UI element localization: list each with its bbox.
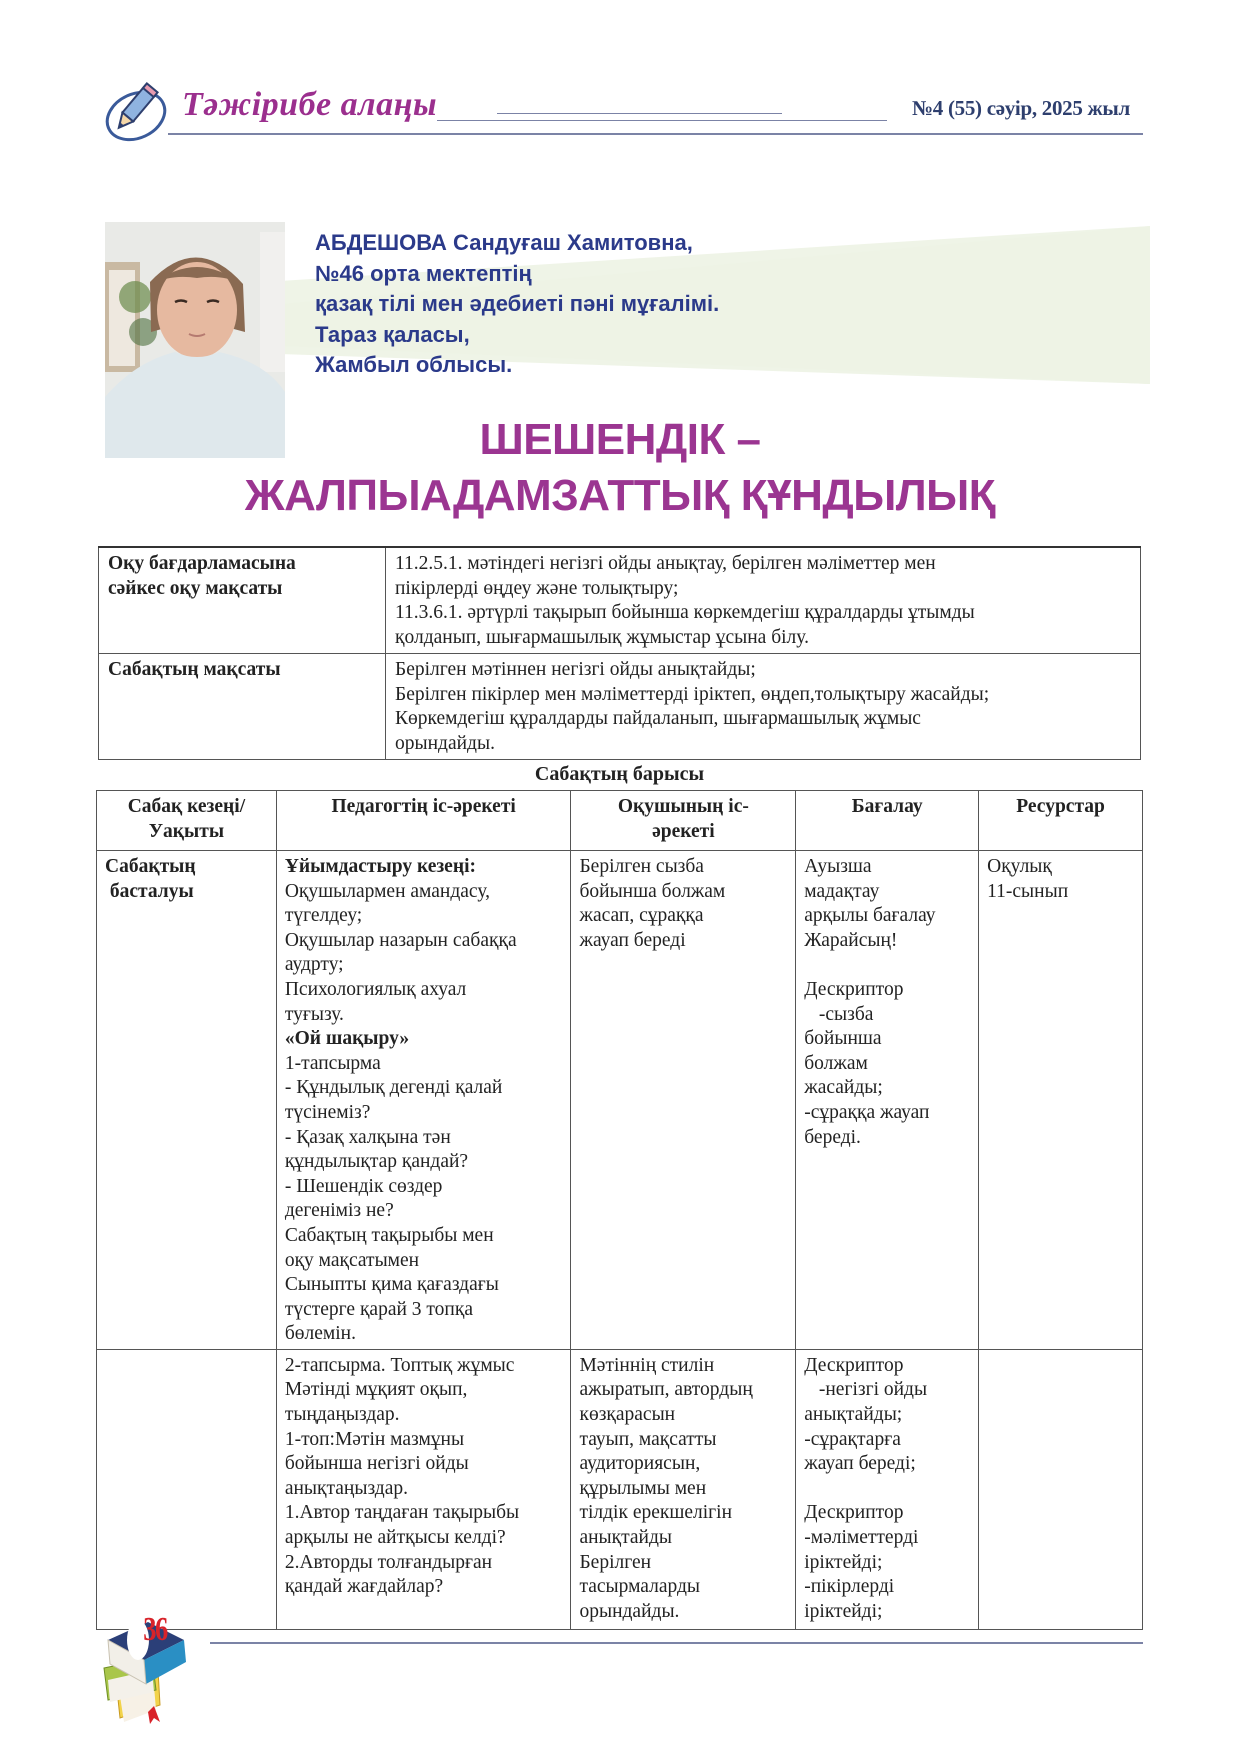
cell-line: түгелдеу; — [284, 905, 363, 927]
column-header-teacher — [276, 791, 571, 851]
table-row — [97, 851, 1143, 1350]
table-row — [99, 654, 1141, 760]
header-line: Ресурстар — [1016, 796, 1105, 817]
cell-line: тасырмаларды — [579, 1576, 701, 1598]
cell-line: Оқулық — [987, 856, 1052, 877]
cell-line: дегеніміз не? — [284, 1200, 394, 1222]
student-activity-cell — [571, 1349, 796, 1629]
cell-line: түсінеміз? — [284, 1101, 371, 1123]
cell-line: жасайды; — [804, 1077, 883, 1099]
cell-line: Ұйымдастыру кезеңі: — [284, 856, 476, 877]
cell-line: бойынша — [804, 1028, 882, 1050]
cell-line: Оқушылармен амандасу, — [284, 880, 490, 902]
cell-line: Мәтінді мұқият оқып, — [284, 1379, 468, 1401]
cell-line: басталуы — [105, 880, 194, 902]
value-line: 11.2.5.1. мәтіндегі негізгі ойды анықтау, берілген мәліметтер мен — [395, 553, 936, 574]
header-rule — [168, 133, 1143, 135]
cell-line: іріктейді; — [804, 1551, 883, 1573]
cell-line: -сызба — [804, 1003, 874, 1025]
cell-line: көзқарасын — [579, 1404, 676, 1426]
cell-line: ажыратып, автордың — [579, 1379, 753, 1401]
resources-cell — [979, 851, 1143, 1350]
cell-line: анықтайды; — [804, 1404, 903, 1426]
cell-line: 2.Авторды толғандырған — [284, 1551, 493, 1573]
author-school: №46 орта мектептің — [315, 260, 532, 286]
value-line: 11.3.6.1. әртүрлі тақырып бойынша көркемдегіш құралдарды ұтымды — [395, 602, 975, 623]
cell-line: орындайды. — [579, 1600, 680, 1622]
assessment-cell — [796, 1349, 979, 1629]
cell-line: анықтаңыздар. — [284, 1477, 408, 1499]
cell-line: Берілген сызба — [579, 856, 704, 877]
cell-line: бойынша негізгі ойды — [284, 1453, 469, 1475]
table-header-row — [97, 791, 1143, 851]
header-rule-short — [497, 113, 782, 114]
article-title-line-1: ШЕШЕНДІК – — [479, 415, 761, 464]
cell-line: аудиториясын, — [579, 1453, 701, 1475]
cell-line: жасап, сұраққа — [579, 905, 704, 927]
cell-line: -негізгі ойды — [804, 1379, 928, 1401]
header-line: Оқушының іс- — [617, 796, 749, 817]
cell-line: - Құндылық дегенді қалай — [284, 1077, 503, 1099]
cell-line: аудрту; — [284, 954, 344, 976]
teacher-activity-cell — [276, 1349, 571, 1629]
cell-line: -сұраққа жауап — [804, 1101, 930, 1123]
cell-line: Дескриптор — [804, 978, 904, 1000]
stage-cell — [97, 1349, 277, 1629]
cell-line: Психологиялық ахуал — [284, 978, 467, 1000]
cell-line: -сұрақтарға — [804, 1428, 901, 1450]
label-line: Сабақтың мақсаты — [108, 659, 281, 680]
cell-line: туғызу. — [284, 1003, 344, 1025]
cell-line: - Қазақ халқына тән — [284, 1126, 451, 1148]
cell-line: Оқушылар назарын сабаққа — [284, 929, 517, 951]
value-line: Көркемдегіш құралдарды пайдаланып, шығармашылық жұмыс — [395, 708, 921, 729]
cell-line: 1-топ:Мәтін мазмұны — [284, 1428, 465, 1450]
article-title-line-2: ЖАЛПЫАДАМЗАТТЫҚ ҚҰНДЫЛЫҚ — [244, 471, 996, 520]
cell-line: құрылымы мен — [579, 1477, 707, 1499]
magazine-title: Тәжірибе алаңы — [182, 86, 438, 123]
cell-line: береді. — [804, 1126, 861, 1148]
cell-line: 2-тапсырма. Топтық жұмыс — [284, 1354, 515, 1376]
resources-cell — [979, 1349, 1143, 1629]
column-header-assessment — [796, 791, 979, 851]
cell-line: анықтайды — [579, 1527, 673, 1549]
cell-line: бойынша болжам — [579, 880, 726, 902]
value-line: қолданып, шығармашылық жұмыстар ұсына білу. — [395, 626, 809, 648]
cell-line: тыңдаңыздар. — [284, 1404, 400, 1426]
cell-line: Берілген — [579, 1551, 652, 1573]
author-name: АБДЕШОВА Сандуғаш Хамитовна, — [315, 230, 693, 255]
cell-line: Сыныпты қима қағаздағы — [284, 1274, 499, 1296]
header-rule-mid — [437, 120, 887, 121]
column-header-stage — [97, 791, 277, 851]
cell-line — [804, 953, 970, 978]
student-activity-cell — [571, 851, 796, 1350]
cell-line: Жарайсың! — [804, 929, 898, 951]
cell-line: жауап береді; — [804, 1453, 916, 1475]
footer-rule — [210, 1642, 1143, 1644]
objective-label — [99, 547, 386, 654]
lesson-goal-value — [386, 654, 1141, 760]
stage-cell — [97, 851, 277, 1350]
cell-line: арқылы не айтқысы келді? — [284, 1527, 506, 1549]
cell-line: жауап береді — [579, 929, 686, 951]
value-line: пікірлерді өңдеу және толықтыру; — [395, 577, 679, 599]
cell-line: «Ой шақыру» — [284, 1028, 410, 1050]
author-position: қазақ тілі мен әдебиеті пәні мұғалімі. — [315, 291, 720, 316]
table-row — [97, 1349, 1143, 1629]
header-line: Сабақ кезеңі/ — [127, 796, 246, 817]
objectives-table — [98, 546, 1141, 760]
cell-line: -мәліметтерді — [804, 1527, 919, 1549]
cell-line: түстерге қарай 3 топқа — [284, 1298, 474, 1320]
cell-line: қандай жағдайлар? — [284, 1576, 444, 1598]
cell-line: болжам — [804, 1052, 868, 1074]
page-number: 36 — [143, 1611, 167, 1648]
cell-line: оқу мақсатымен — [284, 1249, 420, 1271]
cell-line: 1-тапсырма — [284, 1052, 381, 1074]
header-line: Бағалау — [851, 796, 923, 817]
pencil-logo-icon — [100, 78, 170, 148]
cell-line: іріктейді; — [804, 1600, 883, 1622]
cell-line: 1.Автор таңдаған тақырыбы — [284, 1502, 520, 1524]
cell-line: - Шешендік сөздер — [284, 1175, 443, 1197]
column-header-resources — [979, 791, 1143, 851]
table-row — [99, 547, 1141, 654]
cell-line: Сабақтың — [105, 856, 196, 877]
cell-line: Ауызша — [804, 856, 872, 877]
cell-line: мадақтау — [804, 880, 880, 902]
author-info — [315, 228, 719, 381]
lesson-flow-caption: Сабақтың барысы — [534, 763, 705, 785]
column-header-student — [571, 791, 796, 851]
lesson-goal-label — [99, 654, 386, 760]
cell-line — [804, 1477, 970, 1502]
cell-line: құндылықтар қандай? — [284, 1151, 469, 1173]
cell-line: Дескриптор — [804, 1354, 904, 1376]
assessment-cell — [796, 851, 979, 1350]
issue-number: №4 (55) сәуір, 2025 жыл — [912, 96, 1130, 120]
cell-line: тілдік ерекшелігін — [579, 1502, 733, 1524]
label-line: Оқу бағдарламасына — [108, 553, 296, 574]
cell-line: тауып, мақсатты — [579, 1428, 717, 1450]
author-city: Тараз қаласы, — [315, 321, 470, 347]
author-region: Жамбыл облысы. — [315, 352, 513, 377]
cell-line: арқылы бағалау — [804, 905, 936, 927]
teacher-activity-cell — [276, 851, 571, 1350]
cell-line: -пікірлерді — [804, 1576, 895, 1598]
cell-line: Сабақтың тақырыбы мен — [284, 1224, 494, 1246]
article-title — [100, 412, 1140, 524]
header-line: Педагогтің іс-әрекеті — [331, 796, 516, 817]
cell-line: бөлемін. — [284, 1323, 356, 1345]
header-line: Уақыты — [148, 820, 225, 842]
value-line: Берілген пікірлер мен мәліметтерді іріктеп, өңдеп,толықтыру жасайды; — [395, 683, 990, 705]
cell-line: Дескриптор — [804, 1502, 904, 1524]
cell-line: Мәтіннің стилін — [579, 1354, 715, 1376]
header-line: әрекеті — [652, 820, 715, 842]
value-line: орындайды. — [395, 732, 495, 754]
value-line: Берілген мәтіннен негізгі ойды анықтайды; — [395, 659, 756, 680]
objective-value — [386, 547, 1141, 654]
cell-line: 11-сынып — [987, 880, 1069, 902]
lesson-flow-table — [96, 790, 1143, 1630]
label-line: сәйкес оқу мақсаты — [108, 577, 283, 599]
